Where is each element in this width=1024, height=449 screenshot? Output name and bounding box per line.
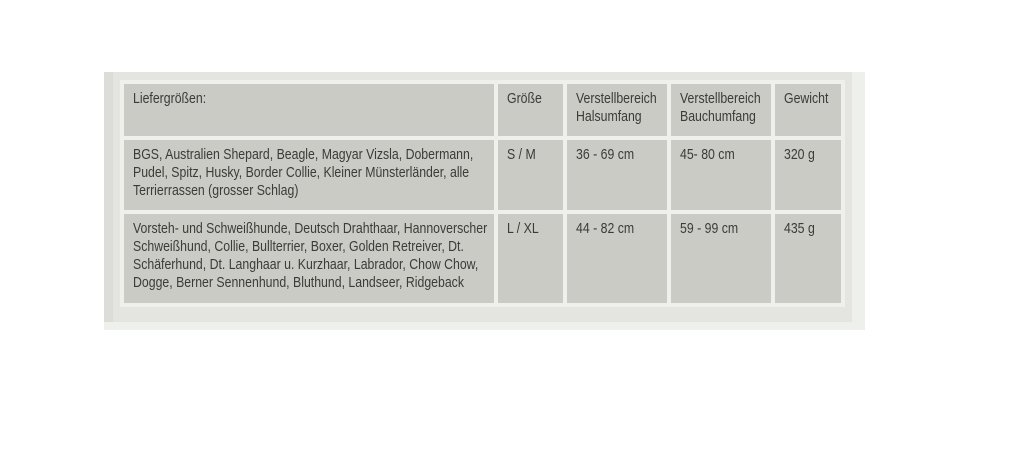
size-value: L / XL: [507, 220, 539, 237]
belly-range-value: 59 - 99 cm: [680, 220, 739, 237]
belly-range-value: 45- 80 cm: [680, 146, 735, 163]
header-cell-size: [498, 84, 563, 136]
cell-belly-range: [671, 140, 771, 210]
neck-range-value: 44 - 82 cm: [576, 220, 635, 237]
cell-size: [498, 140, 563, 210]
weight-value: 435 g: [784, 220, 815, 237]
header-cell-delivery-sizes: [124, 84, 494, 136]
product-info-panel: [104, 72, 865, 330]
header-label: Verstellbereich Halsumfang: [576, 90, 657, 125]
neck-range-value: 36 - 69 cm: [576, 146, 635, 163]
cell-neck-range: [567, 140, 667, 210]
breeds-text: BGS, Australien Shepard, Beagle, Magyar Vizsla, Dobermann, Pudel, Spitz, Husky, Border Collie, Kleiner Münsterländer, alle Terrierrassen (grosser Schlag): [133, 146, 474, 199]
header-cell-weight: [775, 84, 841, 136]
cell-neck-range: [567, 214, 667, 303]
header-label: Größe: [507, 90, 542, 107]
weight-value: 320 g: [784, 146, 815, 163]
cell-belly-range: [671, 214, 771, 303]
size-value: S / M: [507, 146, 536, 163]
header-cell-belly-range: [671, 84, 771, 136]
header-label: Liefergrößen:: [133, 90, 207, 107]
header-label: Gewicht: [784, 90, 829, 107]
cell-weight: [775, 214, 841, 303]
size-table: [120, 80, 845, 307]
header-cell-neck-range: [567, 84, 667, 136]
header-label: Verstellbereich Bauchumfang: [680, 90, 761, 125]
breeds-text: Vorsteh- und Schweißhunde, Deutsch Drahthaar, Hannoverscher Schweißhund, Collie, Bullterrier, Boxer, Golden Retreiver, Dt. Schäferhund, Dt. Langhaar u. Kurzhaar, Labrador, Chow Chow, Dogge, Berner Sennenhund, Bluthund, Landseer, Ridgeback: [133, 220, 488, 291]
cell-breeds: [124, 140, 494, 210]
cell-breeds: [124, 214, 494, 303]
panel-left-strip: [104, 72, 113, 322]
cell-size: [498, 214, 563, 303]
cell-weight: [775, 140, 841, 210]
